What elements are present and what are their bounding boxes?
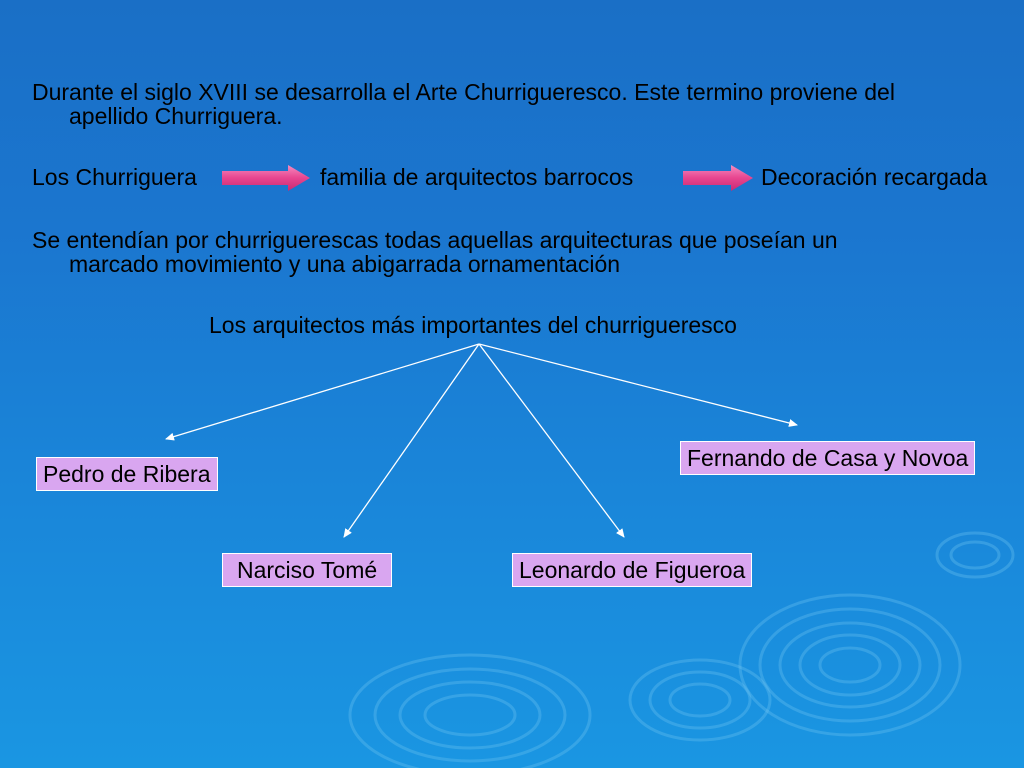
diagram-root-label: Los arquitectos más importantes del churrigueresco — [209, 312, 737, 338]
definition-line-1: Se entendían por churriguerescas todas aquellas arquitecturas que poseían un — [32, 227, 838, 253]
box-leonardo-de-figueroa: Leonardo de Figueroa — [512, 553, 752, 587]
box-pedro-de-ribera: Pedro de Ribera — [36, 457, 218, 491]
chain-item-family: familia de arquitectos barrocos — [320, 164, 634, 190]
box-fernando-de-casa-y-novoa: Fernando de Casa y Novoa — [680, 441, 975, 475]
arrow-to-fernando — [479, 344, 797, 425]
chain-item-decoration: Decoración recargada — [761, 164, 988, 190]
arrow-to-leonardo — [479, 344, 624, 537]
intro-line-1: Durante el siglo XVIII se desarrolla el Arte Churrigueresco. Este termino proviene del — [32, 79, 895, 105]
arrow-to-pedro — [166, 344, 479, 439]
intro-line-2: apellido Churriguera. — [69, 103, 283, 129]
box-narciso-tome: Narciso Tomé — [222, 553, 392, 587]
arrow-to-narciso — [344, 344, 479, 537]
definition-line-2: marcado movimiento y una abigarrada ornamentación — [69, 251, 621, 277]
chain-arrow-2 — [683, 165, 753, 191]
chain-arrow-1 — [222, 165, 310, 191]
chain-item-churriguera: Los Churriguera — [32, 164, 197, 190]
